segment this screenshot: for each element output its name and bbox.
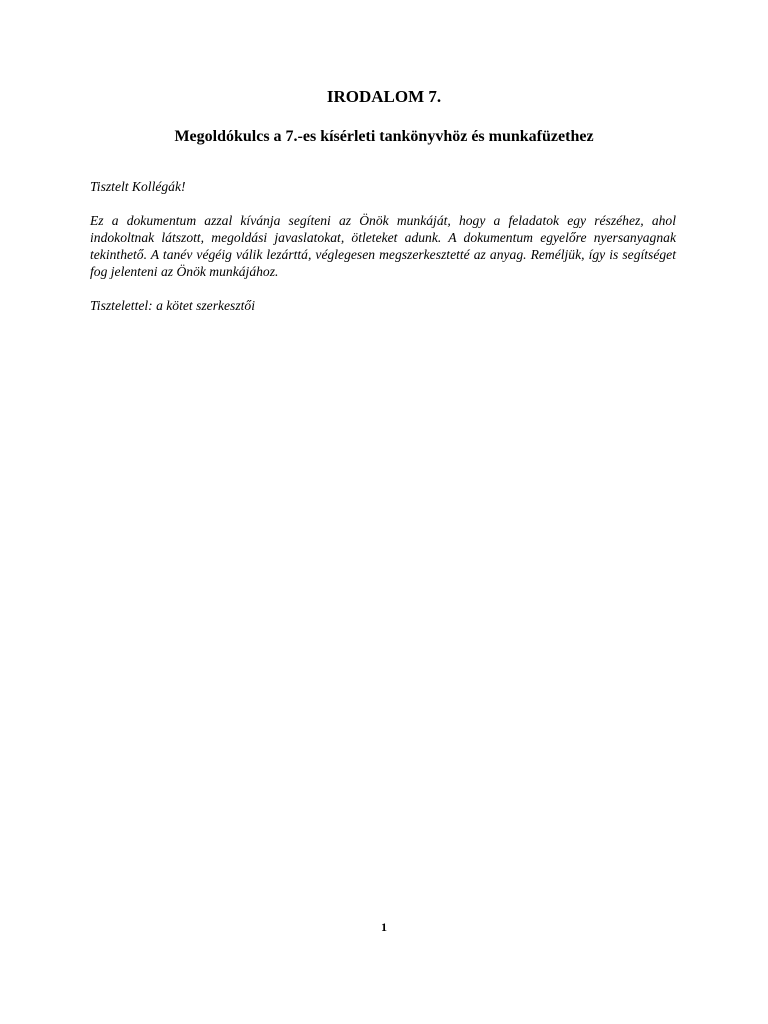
page-number: 1 xyxy=(381,920,387,934)
document-title: IRODALOM 7. xyxy=(326,87,442,106)
document-subtitle: Megoldókulcs a 7.-es kísérleti tankönyvhöz és munkafüzethez xyxy=(174,128,594,145)
intro-paragraph: Ez a dokumentum azzal kívánja segíteni az Önök munkáját, hogy a feladatok egy részéhez, ahol indokoltnak látszott, megoldási javaslatokat, ötleteket adunk. A dokumentum egyelőre nyersanyagnak tekinthető. A tanév végéig válik lezárttá, véglegesen megszerkesztetté az anyag. Reméljük, így is segítséget fog jelenteni az Önök munkájához. xyxy=(90,213,676,279)
greeting-text: Tisztelt Kollégák! xyxy=(90,179,186,194)
signoff-text: Tisztelettel: a kötet szerkesztői xyxy=(90,298,255,313)
